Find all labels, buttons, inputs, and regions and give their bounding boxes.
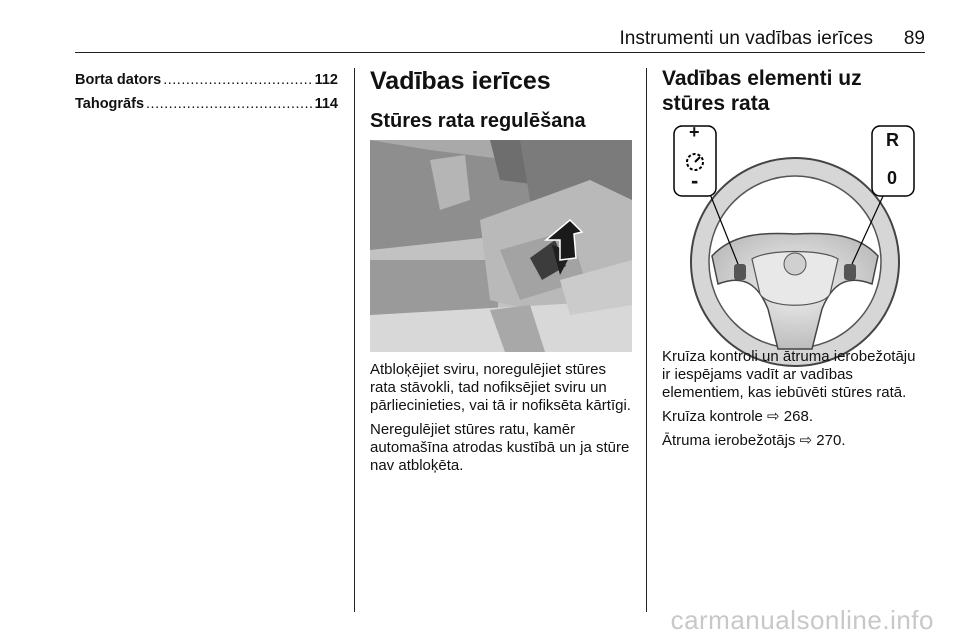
- page-number: 89: [903, 28, 925, 49]
- toc-entry-title: Borta dators: [75, 72, 162, 88]
- paragraph: Neregulējiet stūres ratu, kamēr automašīna atrodas kustībā un ja stūre nav atbloķēta.: [370, 421, 630, 474]
- zero-button-label: 0: [887, 168, 898, 188]
- controls-text: [662, 348, 926, 456]
- page-header-title: Instrumenti un vadības ierīces: [619, 28, 873, 49]
- subsection-heading: Stūres rata regulēšana: [370, 110, 586, 132]
- cross-reference[interactable]: Ātruma ierobežotājs ⇨ 270.: [662, 432, 846, 449]
- watermark: carmanualsonline.info: [670, 605, 934, 635]
- toc-entry[interactable]: [75, 92, 338, 116]
- toc-entry-page: 112: [314, 72, 338, 88]
- steering-controls-column: [662, 66, 926, 449]
- minus-button-label: -: [691, 168, 699, 193]
- toc-leader-dots: [163, 68, 312, 92]
- plus-button-label: +: [689, 122, 700, 142]
- adjust-text: [370, 361, 632, 481]
- page-header: [75, 28, 925, 53]
- toc-entry-page: 114: [314, 96, 338, 112]
- toc-entry-title: Tahogrāfs: [75, 96, 145, 112]
- column-divider: [646, 68, 647, 612]
- paragraph: Kruīza kontroli un ātruma ierobežotāju ir iespējams vadīt ar vadības elementiem, kas iebūvēti stūres ratā.: [662, 348, 916, 401]
- r-button-label: R: [886, 130, 899, 150]
- toc-column: [75, 68, 338, 116]
- cross-reference[interactable]: Kruīza kontrole ⇨ 268.: [662, 408, 813, 425]
- toc-leader-dots: [146, 92, 313, 116]
- paragraph: Atbloķējiet sviru, noregulējiet stūres rata stāvokli, tad nofiksējiet sviru un pārliecinieties, vai tā ir nofiksēta kārtīgi.: [370, 361, 631, 414]
- toc-entry[interactable]: [75, 68, 338, 92]
- section-heading: Vadības ierīces: [370, 67, 551, 95]
- steering-lever-illustration: [370, 140, 632, 352]
- controls-heading: Vadības elementi uz stūres rata: [662, 67, 862, 115]
- column-divider: [354, 68, 355, 612]
- steering-adjust-column: [370, 66, 632, 474]
- steering-lever-photo: [370, 140, 632, 352]
